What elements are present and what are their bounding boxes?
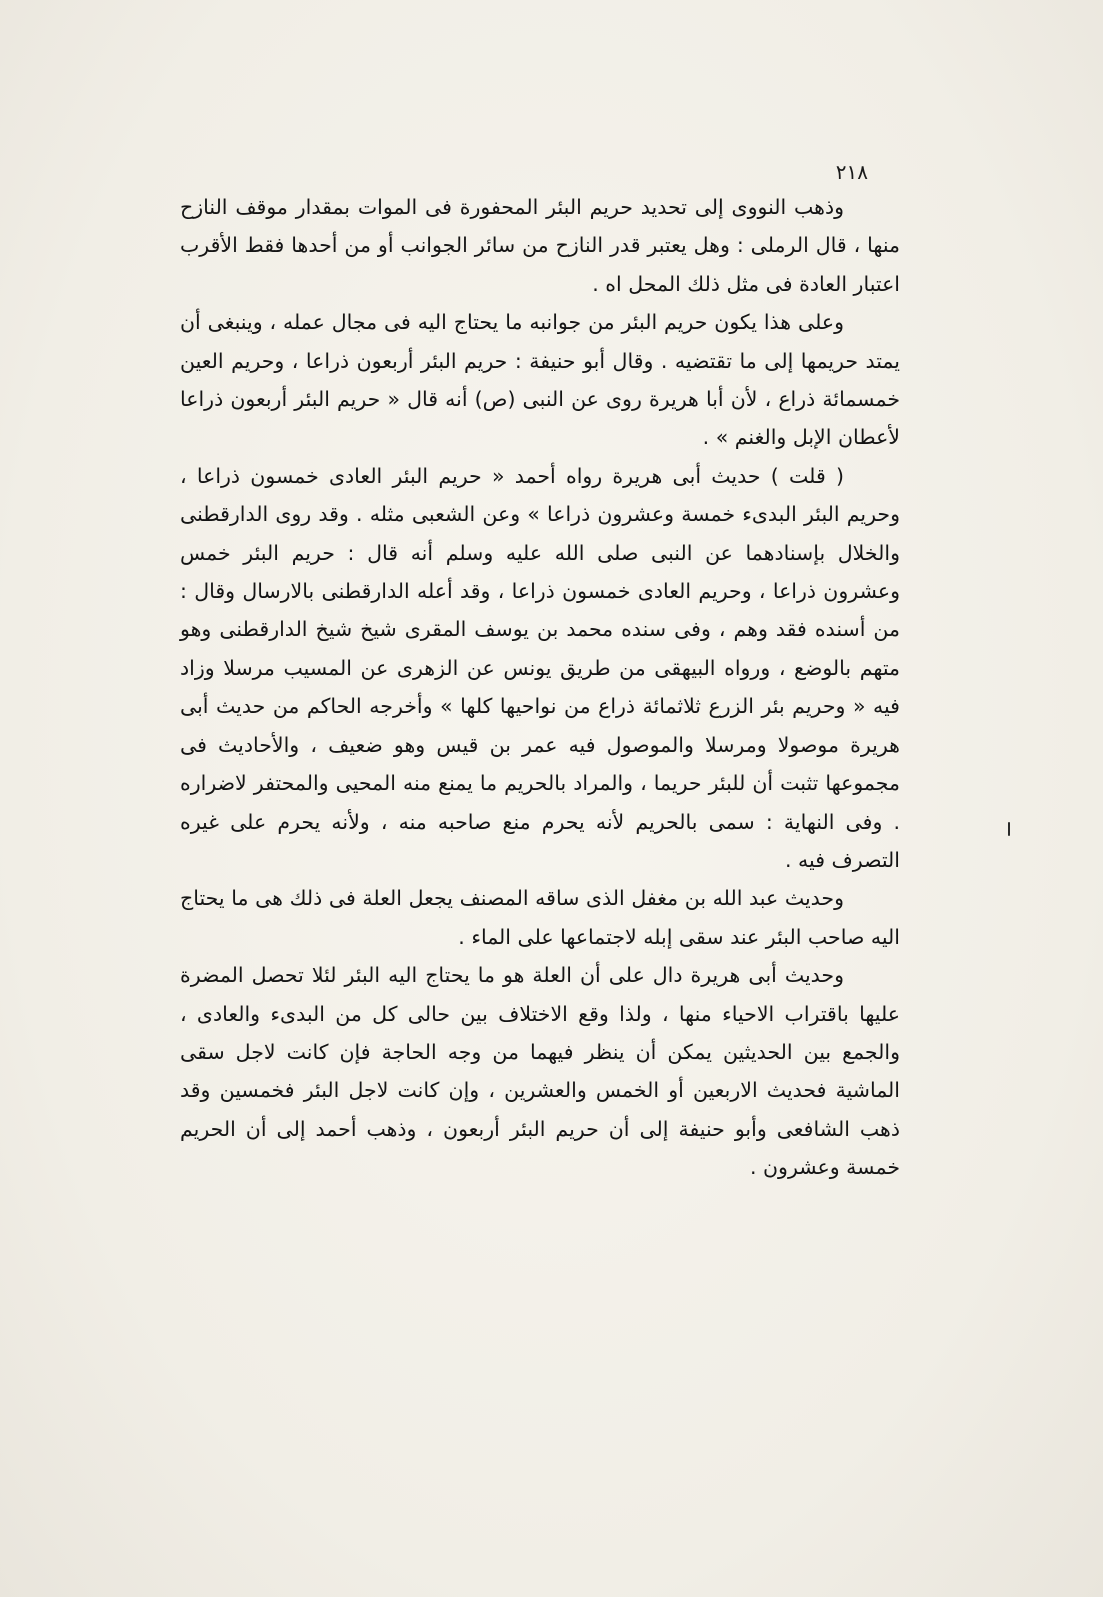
paragraph-1: وذهب النووى إلى تحديد حريم البئر المحفورة فى الموات بمقدار موقف النازح منها ، قال الرملى : وهل يعتبر قدر النازح من سائر الجوانب أو من أحدها فقط الأقرب اعتبار العادة فى مثل ذلك المحل اه . — [180, 195, 900, 296]
paragraph-2: وعلى هذا يكون حريم البئر من جوانبه ما يحتاج اليه فى مجال عمله ، وينبغى أن يمتد حريمها إلى ما تقتضيه . وقال أبو حنيفة : حريم البئر أربعون ذراعا ، وحريم العين خمسمائة ذراع ، لأن أبا هريرة روى عن النبى (ص) أنه قال « حريم البئر أربعون ذراعا لأعطان الإبل والغنم » . — [180, 310, 900, 450]
body-text — [180, 188, 900, 1187]
paragraph-3: ( قلت ) حديث أبى هريرة رواه أحمد « حريم البئر العادى خمسون ذراعا ، وحريم البئر البدىء خمسة وعشرون ذراعا » وعن الشعبى مثله . وقد روى الدارقطنى والخلال بإسنادهما عن النبى صلى الله عليه وسلم أنه قال : حريم البئر خمس وعشرون ذراعا ، وحريم العادى خمسون ذراعا ، وقد أعله الدارقطنى بالارسال وقال : من أسنده فقد وهم ، وفى سنده محمد بن يوسف المقرى شيخ شيخ الدارقطنى وهو متهم بالوضع ، ورواه البيهقى من طريق يونس عن الزهرى عن المسيب مرسلا وزاد فيه « وحريم بئر الزرع ثلاثمائة ذراع من نواحيها كلها » وأخرجه الحاكم من حديث أبى هريرة موصولا ومرسلا والموصول فيه عمر بن قيس وهو ضعيف ، والأحاديث فى مجموعها تثبت أن للبئر حريما ، والمراد بالحريم ما يمنع منه المحيى والمحتفر لاضراره . وفى النهاية : سمى بالحريم لأنه يحرم منع صاحبه منه ، ولأنه يحرم على غيره التصرف فيه . — [180, 463, 900, 872]
paragraph-5: وحديث أبى هريرة دال على أن العلة هو ما يحتاج اليه البئر لئلا تحصل المضرة عليها باقتراب الاحياء منها ، ولذا وقع الاختلاف بين حالى كل من البدىء والعادى ، والجمع بين الحديثين يمكن أن ينظر فيهما من وجه الحاجة فإن كانت لاجل سقى الماشية فحديث الاربعين أو الخمس والعشرين ، وإن كانت لاجل البئر فخمسين وقد ذهب الشافعى وأبو حنيفة إلى أن حريم البئر أربعون ، وذهب أحمد إلى أن الحريم خمسة وعشرون . — [180, 963, 900, 1180]
paragraph-4: وحديث عبد الله بن مغفل الذى ساقه المصنف يجعل العلة فى ذلك هى ما يحتاج اليه صاحب البئر عند سقى إبله لاجتماعها على الماء . — [180, 886, 900, 949]
page-number: ٢١٨ — [835, 160, 868, 184]
margin-speck — [1008, 822, 1010, 836]
